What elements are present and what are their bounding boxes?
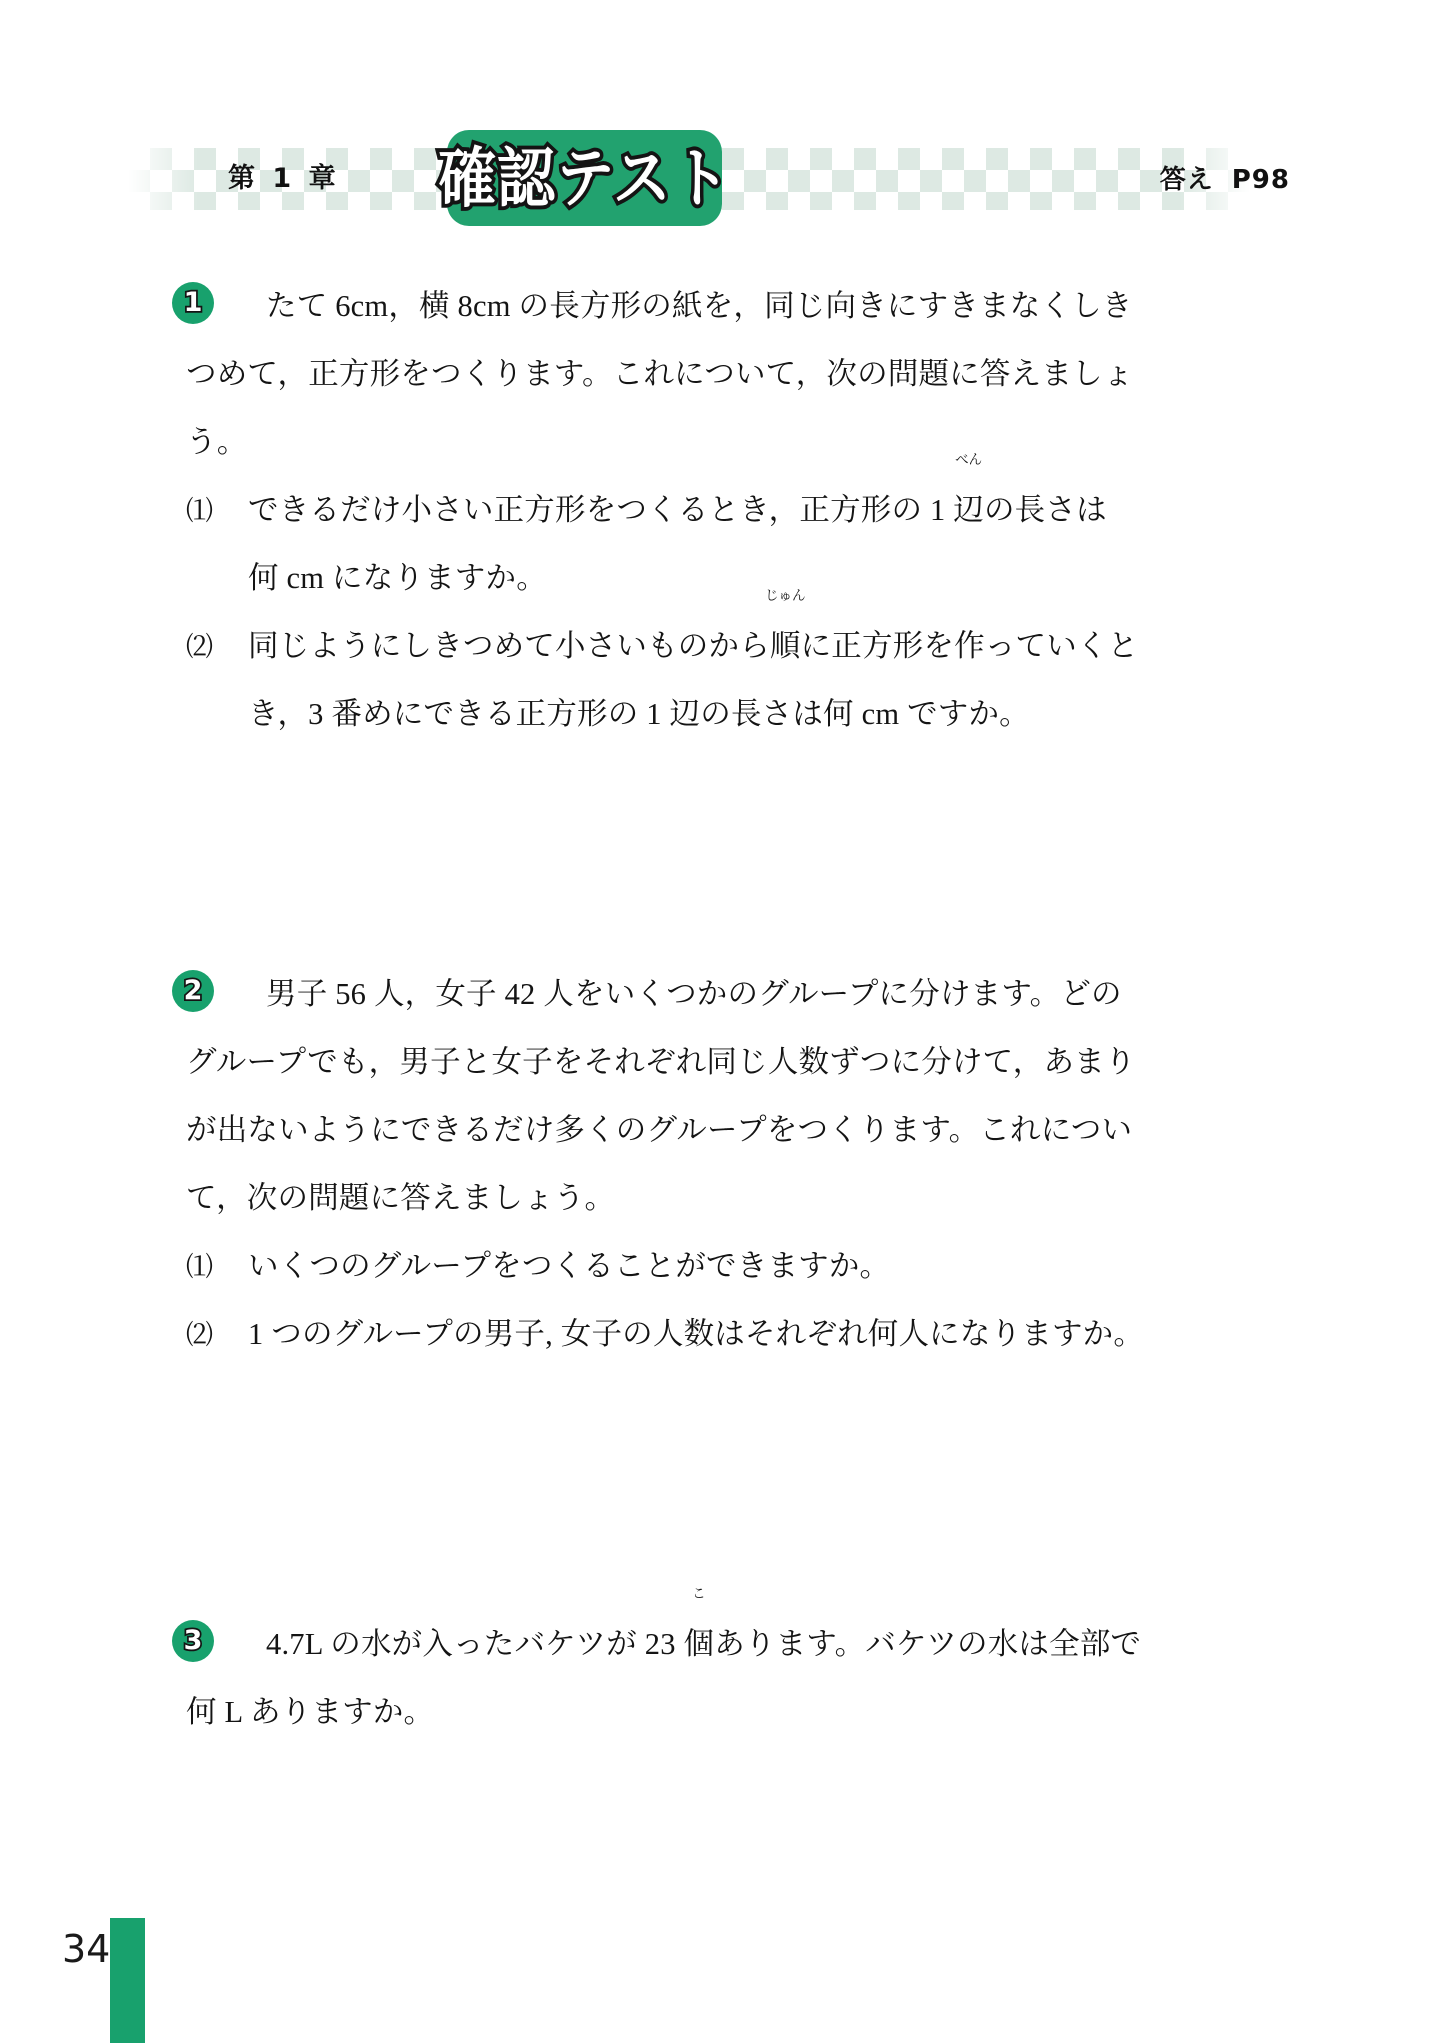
sub-text-pre: できるだけ小さい正方形をつくるとき，正方形の 1: [248, 493, 954, 527]
sub-text-post: に正方形を作っていくと: [800, 629, 1139, 663]
problem-2-line-2: グループでも，男子と女子をそれぞれ同じ人数ずつに分けて，あまり: [186, 1045, 1136, 1079]
problem-1-sub-2-line-1: [186, 588, 1266, 680]
sub-text-post: の長さは: [983, 493, 1107, 527]
answer-reference: [1160, 158, 1290, 202]
ruby-base: 個: [683, 1627, 715, 1661]
ruby-text: べん: [955, 452, 983, 467]
sub-text-pre: 1 つのグループの男子, 女子の人数はそれぞれ何人になりますか。: [248, 1317, 1145, 1351]
problem-2-line-3: が出ないようにできるだけ多くのグループをつくります。これについ: [186, 1113, 1133, 1147]
problem-2-line-4: て，次の問題に答えましょう。: [186, 1181, 616, 1215]
sub-text-pre: いくつのグループをつくることができますか。: [248, 1249, 891, 1283]
problem-2-sub-1: [186, 1232, 1266, 1300]
text-pre: 4.7L の水が入ったバケツが 23: [266, 1627, 684, 1661]
problem-3-line-1: [186, 1586, 1266, 1678]
problem-2-line-1: 男子 56 人，女子 42 人をいくつかのグループに分けます。どの: [266, 977, 1122, 1011]
text-post: あります。バケツの水は全部で: [714, 1627, 1142, 1661]
chapter-label: 第 1 章: [228, 163, 340, 194]
problem-1-badge: 1: [172, 282, 214, 324]
problem-3-text: [186, 1586, 1266, 1746]
problem-1-line-2: つめて，正方形をつくります。これについて，次の問題に答えましょ: [186, 357, 1134, 391]
problem-1-sub-1-line-2: [186, 544, 1266, 612]
test-title: 確認テスト: [438, 139, 731, 217]
ruby-group-hen: [953, 452, 984, 544]
problem-2-badge: 2: [172, 970, 214, 1012]
problem-2-sub-2-number: ⑵: [186, 1320, 214, 1350]
problem-2-sub-1-number: ⑴: [186, 1252, 214, 1282]
ruby-text: こ: [692, 1586, 706, 1601]
ruby-group-ko: [683, 1586, 715, 1678]
problem-1-sub-1-line-1: [186, 452, 1266, 544]
sub-text-pre: 同じようにしきつめて小さいものから: [248, 629, 770, 663]
problem-1-sub-2-line-2: [186, 680, 1266, 748]
footer-accent-bar: [110, 1918, 145, 2043]
answer-label: 答え: [1159, 165, 1214, 195]
text-pre: 何 L ありますか。: [186, 1695, 435, 1729]
problem-2-text: [186, 960, 1266, 1368]
sub-text-pre: 何 cm になりますか。: [248, 561, 547, 595]
ruby-base: 順: [769, 629, 801, 663]
ruby-group-jun: [765, 588, 806, 680]
problem-1-sub-2-number: ⑵: [186, 632, 214, 662]
problem-2-sub-2: [186, 1300, 1266, 1368]
page-number: 34: [62, 1927, 111, 1971]
problem-3-badge: 3: [172, 1620, 214, 1662]
sub-text-pre: き，3 番めにできる正方形の 1 辺の長さは何 cm ですか。: [248, 697, 1030, 731]
problem-1-line-1: たて 6cm，横 8cm の長方形の紙を，同じ向きにすきまなくしき: [266, 289, 1133, 323]
answer-page: P98: [1231, 165, 1290, 195]
problem-3-line-2: [186, 1678, 1266, 1746]
problem-1-line-3: う。: [186, 425, 248, 459]
ruby-text: じゅん: [765, 588, 806, 603]
test-title-pill: [438, 130, 731, 226]
problem-1-text: [186, 272, 1266, 748]
problem-1-sub-1-number: ⑴: [186, 496, 214, 526]
ruby-base: 辺: [953, 493, 984, 527]
